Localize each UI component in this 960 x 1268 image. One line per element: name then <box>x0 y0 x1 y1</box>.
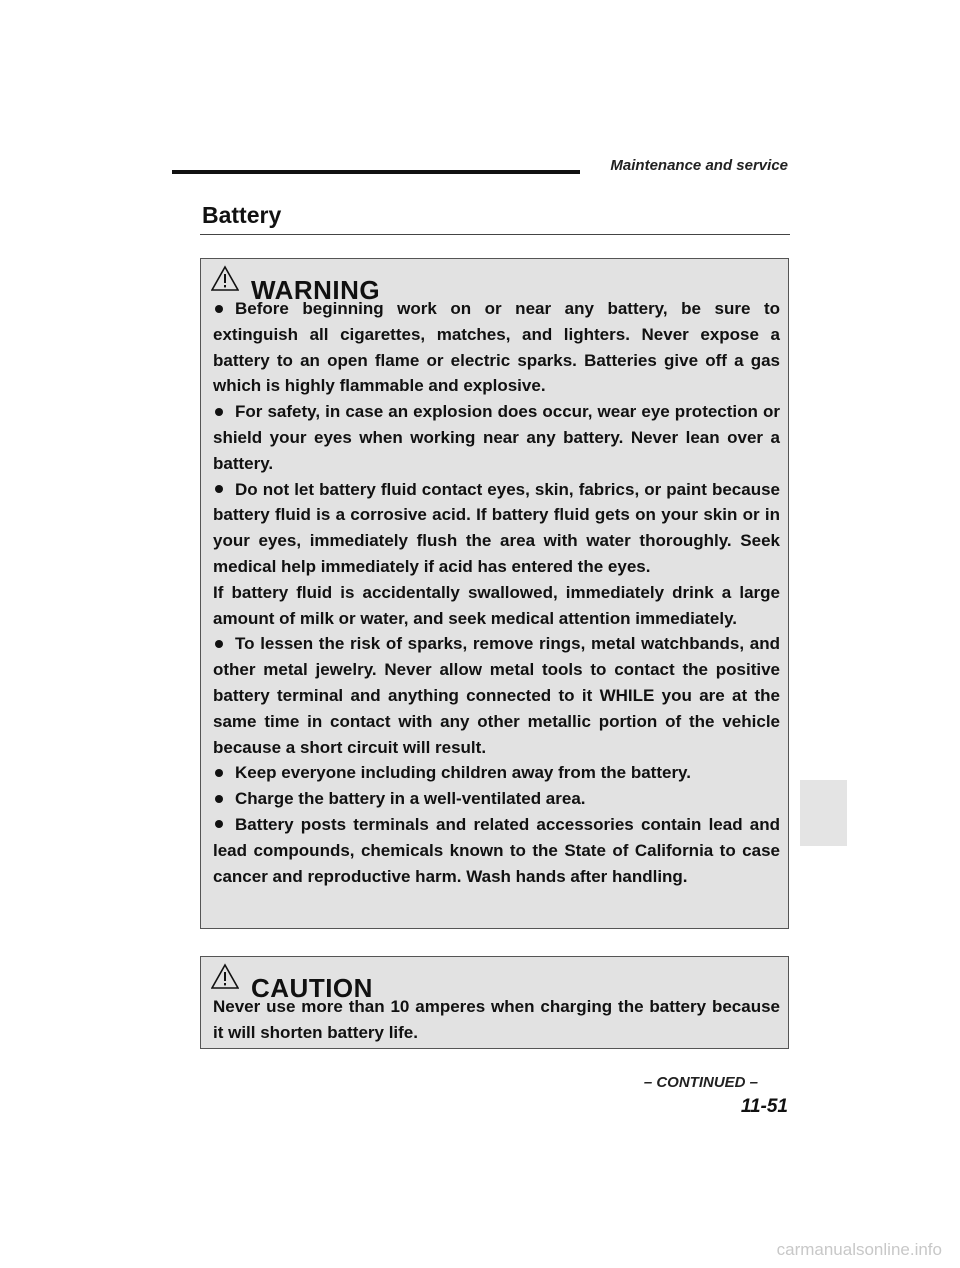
warning-paragraph-text: Do not let battery fluid contact eyes, skin, fabrics, or paint because battery fluid is a corrosive acid. If battery fluid gets on your skin or in your eyes, immediately flush the area with water thoroughly. Seek medical help immediately if acid has entered the eyes. <box>213 479 780 576</box>
bullet-icon <box>215 769 223 777</box>
warning-triangle-icon <box>211 265 239 291</box>
warning-box <box>200 258 789 929</box>
warning-paragraph-text: If battery fluid is accidentally swallowed, immediately drink a large amount of milk or water, and seek medical attention immediately. <box>213 582 780 628</box>
warning-triangle-icon <box>211 963 239 989</box>
warning-body <box>213 296 780 889</box>
warning-paragraph-text: Keep everyone including children away from the battery. <box>235 763 691 783</box>
caution-box <box>200 956 789 1049</box>
running-header: Maintenance and service <box>610 157 788 174</box>
title-underline <box>200 234 790 235</box>
continued-note: – CONTINUED – <box>643 1074 758 1091</box>
bullet-icon <box>215 640 223 648</box>
bullet-icon <box>215 820 223 828</box>
warning-paragraph <box>213 580 780 632</box>
bullet-icon <box>215 795 223 803</box>
caution-label: CAUTION <box>251 973 373 1003</box>
bullet-icon <box>215 485 223 493</box>
warning-paragraph <box>213 760 780 786</box>
warning-paragraph <box>213 631 780 760</box>
warning-paragraph <box>213 812 780 889</box>
warning-paragraph <box>213 477 780 580</box>
bullet-icon <box>215 305 223 313</box>
page-title: Battery <box>202 202 282 228</box>
watermark: carmanualsonline.info <box>776 1240 942 1259</box>
warning-paragraph <box>213 786 780 812</box>
warning-paragraph <box>213 399 780 476</box>
warning-paragraph-text: Before beginning work on or near any battery, be sure to extinguish all cigarettes, matches, and lighters. Never expose a battery to an open flame or electric sparks. Batteries give off a gas which is highly flammable and explosive. <box>213 299 780 396</box>
warning-label: WARNING <box>251 275 381 305</box>
warning-paragraph-text: For safety, in case an explosion does occur, wear eye protection or shield your eyes when working near any battery. Never lean over a battery. <box>213 402 780 473</box>
chapter-side-tab <box>800 780 847 846</box>
warning-paragraph-text: To lessen the risk of sparks, remove rings, metal watchbands, and other metal jewelry. Never allow metal tools to contact the positive battery terminal and anything connected to it WHILE you are at the same time in contact with any other metallic portion of the vehicle because a short circuit will result. <box>213 634 780 757</box>
caution-text: Never use more than 10 amperes when charging the battery because it will shorten battery life. <box>213 997 780 1042</box>
bullet-icon <box>215 408 223 416</box>
page-number: 11-51 <box>740 1096 788 1117</box>
warning-paragraph-text: Charge the battery in a well-ventilated area. <box>235 789 586 809</box>
header-rule <box>172 170 580 174</box>
warning-paragraph <box>213 296 780 399</box>
warning-paragraph-text: Battery posts terminals and related accessories contain lead and lead compounds, chemicals known to the State of California to case cancer and reproductive harm. Wash hands after handling. <box>213 814 780 886</box>
